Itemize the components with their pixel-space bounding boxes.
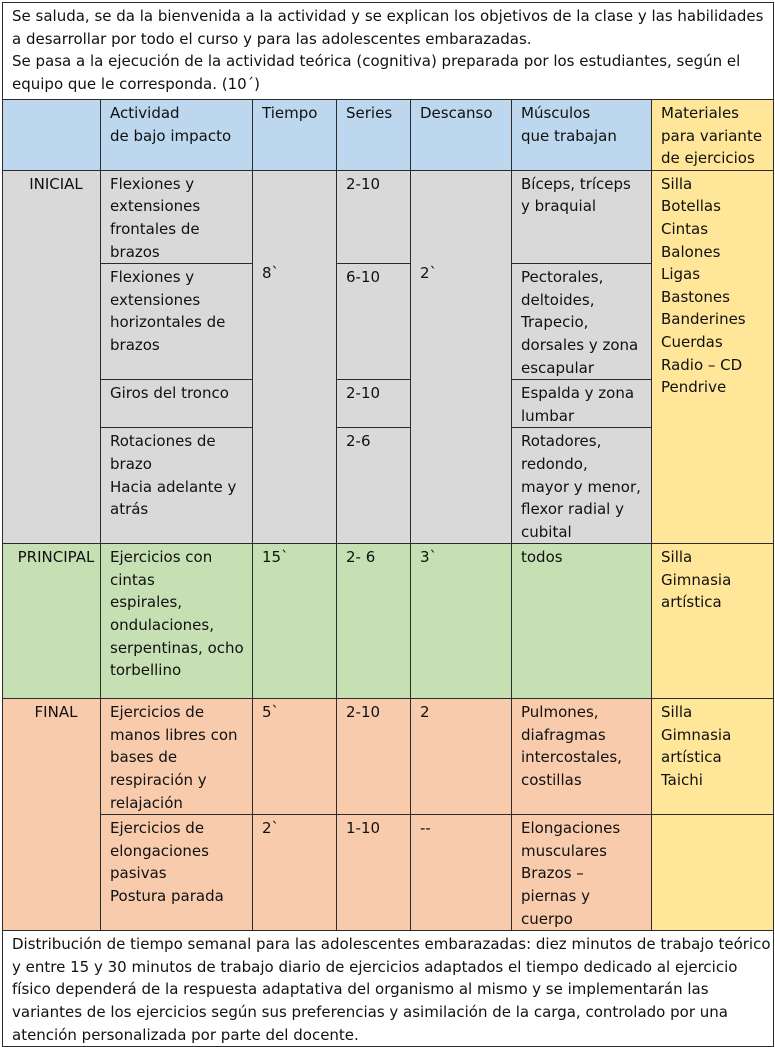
- principal-tiempo: 15`: [253, 544, 337, 699]
- final-descanso-2: --: [411, 815, 512, 931]
- lesson-plan-table: [2, 2, 774, 1047]
- header-musculos: Músculos que trabajan: [512, 100, 652, 171]
- final-actividad-2: Ejercicios de elongaciones pasivas Postura parada: [101, 815, 253, 931]
- inicial-materiales: Silla Botellas Cintas Balones Ligas Bastones Banderines Cuerdas Radio – CD Pendrive: [652, 170, 774, 544]
- final-materiales-2: [652, 815, 774, 931]
- inicial-musculos-1: Bíceps, tríceps y braquial: [512, 170, 652, 263]
- lesson-plan-document: [2, 2, 773, 1044]
- principal-descanso: 3`: [411, 544, 512, 699]
- header-descanso: Descanso: [411, 100, 512, 171]
- inicial-musculos-2: Pectorales, deltoides, Trapecio, dorsales y zona escapular: [512, 264, 652, 380]
- final-series-1: 2-10: [337, 699, 411, 815]
- inicial-tiempo-value: 8`: [262, 263, 280, 282]
- final-materiales-1: Silla Gimnasia artística Taichi: [652, 699, 774, 815]
- principal-actividad: Ejercicios con cintas espirales, ondulaciones, serpentinas, ocho torbellino: [101, 544, 253, 699]
- header-tiempo: Tiempo: [253, 100, 337, 171]
- inicial-actividad-2: Flexiones y extensiones horizontales de brazos: [101, 264, 253, 380]
- principal-series: 2- 6: [337, 544, 411, 699]
- inicial-descanso: [411, 170, 512, 544]
- header-actividad: Actividad de bajo impacto: [101, 100, 253, 171]
- inicial-tiempo: [253, 170, 337, 544]
- intro-line-1: Se saluda, se da la bienvenida a la actividad y se explican los objetivos de la clase y las habilidades a desarrollar por todo el curso y para las adolescentes embarazadas.: [12, 7, 764, 48]
- final-musculos-2: Elongaciones musculares Brazos – piernas y cuerpo: [512, 815, 652, 931]
- final-tiempo-1: 5`: [253, 699, 337, 815]
- inicial-actividad-1: Flexiones y extensiones frontales de brazos: [101, 170, 253, 263]
- final-descanso-1: 2: [411, 699, 512, 815]
- footer-note: Distribución de tiempo semanal para las adolescentes embarazadas: diez minutos de trabajo teórico y entre 15 y 30 minutos de trabajo diario de ejercicios adaptados el tiempo dedicado al ejercicio físico dependerá de la respuesta adaptativa del organismo al mismo y se implementarán las variantes de los ejercicios según sus preferencias y asimilación de la carga, controlado por una atención personalizada por parte del docente.: [3, 931, 774, 1047]
- final-tiempo-2: 2`: [253, 815, 337, 931]
- final-actividad-1: Ejercicios de manos libres con bases de respiración y relajación: [101, 699, 253, 815]
- inicial-actividad-4: Rotaciones de brazo Hacia adelante y atrás: [101, 428, 253, 544]
- header-materiales: Materiales para variante de ejercicios: [652, 100, 774, 171]
- phase-final: FINAL: [3, 699, 101, 931]
- inicial-musculos-4: Rotadores, redondo, mayor y menor, flexor radial y cubital: [512, 428, 652, 544]
- intro-cell: [3, 3, 774, 100]
- principal-materiales: Silla Gimnasia artística: [652, 544, 774, 699]
- final-musculos-1: Pulmones, diafragmas intercostales, costillas: [512, 699, 652, 815]
- inicial-series-1: 2-10: [337, 170, 411, 263]
- inicial-musculos-3: Espalda y zona lumbar: [512, 380, 652, 428]
- inicial-series-2: 6-10: [337, 264, 411, 380]
- inicial-series-3: 2-10: [337, 380, 411, 428]
- principal-musculos: todos: [512, 544, 652, 699]
- phase-inicial: INICIAL: [3, 170, 101, 544]
- inicial-descanso-value: 2`: [420, 263, 438, 282]
- header-phase-cell: [3, 100, 101, 171]
- phase-principal: PRINCIPAL: [3, 544, 101, 699]
- header-series: Series: [337, 100, 411, 171]
- final-series-2: 1-10: [337, 815, 411, 931]
- inicial-actividad-3: Giros del tronco: [101, 380, 253, 428]
- intro-line-2: Se pasa a la ejecución de la actividad teórica (cognitiva) preparada por los estudiantes, según el equipo que le corresponda. (10´): [12, 52, 741, 93]
- inicial-series-4: 2-6: [337, 428, 411, 544]
